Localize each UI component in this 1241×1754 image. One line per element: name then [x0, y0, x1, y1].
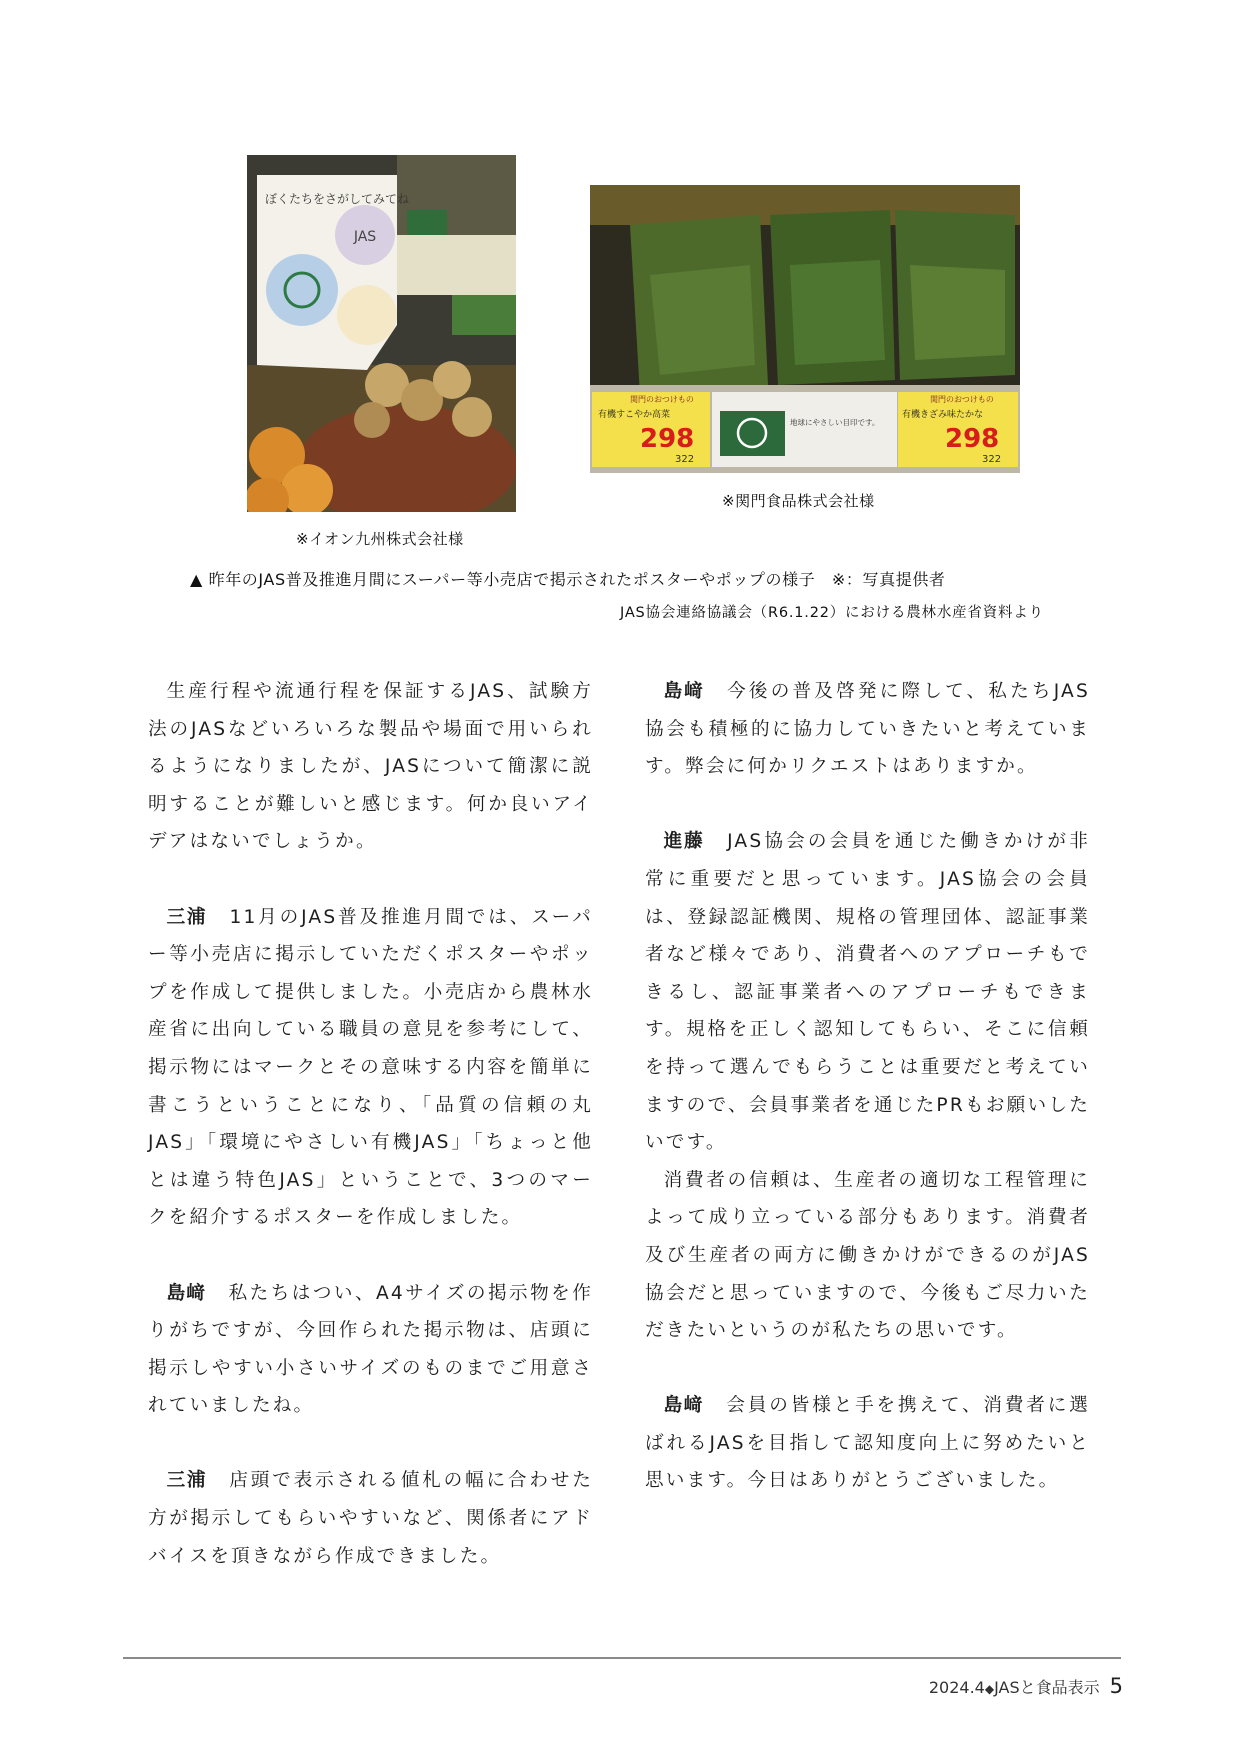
- paragraph: [645, 823, 1090, 1161]
- left-photo-credit: ※イオン九州株式会社様: [296, 530, 464, 548]
- right-column: [645, 673, 1090, 1500]
- paragraph-text: 11月のJAS普及推進月間では、スーパー等小売店に掲示していただくポスターやポップを作成して提供しました。小売店から農林水産省に出向している職員の意見を参考にして、掲示物にはマークとその意味する内容を簡単に書こうということになり、「品質の信頼の丸JAS」「環境にやさしい有機JAS」「ちょっと他とは違う特色JAS」ということで、3つのマークを紹介するポスターを作成しました。: [148, 906, 593, 1229]
- issue-date: 2024.4: [928, 1678, 985, 1697]
- magazine-title: JASと食品表示: [994, 1678, 1100, 1697]
- left-photo: [247, 155, 516, 512]
- product-1: 有機すこやか高菜: [598, 410, 671, 420]
- right-photo: [590, 185, 1020, 473]
- speaker-name: 進藤: [663, 831, 705, 853]
- footer-rule: [123, 1657, 1121, 1659]
- price-right: 298: [945, 424, 1000, 454]
- price-tax-right: 322: [982, 454, 1002, 465]
- figure-source: JAS協会連絡協議会（R6.1.22）における農林水産省資料より: [620, 605, 1044, 621]
- poster-jas-text: JAS: [353, 229, 377, 245]
- speaker-name: 三浦: [166, 906, 208, 928]
- speaker-name: 三浦: [166, 1470, 208, 1492]
- paragraph: 生産行程や流通行程を保証するJAS、試験方法のJASなどいろいろな製品や場面で用いられるようになりましたが、JASについて簡潔に説明することが難しいと感じます。何か良いアイデアはないでしょうか。: [148, 681, 593, 853]
- product-2: 有機きざみ味たかな: [902, 410, 984, 420]
- paragraph: [645, 673, 1090, 786]
- speaker-name: 島﨑: [663, 1395, 705, 1417]
- paragraph: [148, 899, 593, 1237]
- page-footer: [929, 1674, 1123, 1698]
- left-column: [148, 673, 593, 1575]
- diamond-icon: ◆: [984, 1682, 995, 1696]
- price-tax-left: 322: [675, 454, 695, 465]
- store-banner-right: 関門のおつけもの: [930, 395, 994, 404]
- poster-text: ぼくたちをさがしてみてね: [265, 192, 410, 206]
- paragraph-text: JAS協会の会員を通じた働きかけが非常に重要だと思っています。JAS協会の会員は、登録認証機関、規格の管理団体、認証事業者など様々であり、消費者へのアプローチもできるし、認証事業者へのアプローチもできます。規格を正しく認知してもらい、そこに信頼を持って選んでもらうことは重要だと考えていますので、会員事業者を通じたPRもお願いしたいです。: [645, 831, 1090, 1154]
- store-poster-photo: [247, 155, 516, 512]
- paragraph-text: 私たちはつい、A4サイズの掲示物を作りがちですが、今回作られた掲示物は、店頭に掲示しやすい小さいサイズのものまでご用意されていましたね。: [148, 1282, 593, 1417]
- paragraph: [148, 1275, 593, 1425]
- paragraph: 消費者の信頼は、生産者の適切な工程管理によって成り立っている部分もあります。消費者及び生産者の両方に働きかけができるのがJAS協会だと思っていますので、今後もご尽力いただきたいというのが私たちの思いです。: [645, 1169, 1090, 1342]
- paragraph-text: 今後の普及啓発に際して、私たちJAS協会も積極的に協力していきたいと考えています。弊会に何かリクエストはありますか。: [645, 681, 1090, 778]
- speaker-name: 島﨑: [166, 1282, 207, 1304]
- pickle-shelf-photo: [590, 185, 1020, 473]
- paragraph-text: 会員の皆様と手を携えて、消費者に選ばれるJASを目指して認知度向上に努めたいと思います。今日はありがとうございました。: [645, 1395, 1090, 1492]
- paragraph: [148, 1462, 593, 1575]
- figure-caption: ▲ 昨年のJAS普及推進月間にスーパー等小売店で掲示されたポスターやポップの様子 ※：写真提供者: [190, 570, 946, 589]
- store-banner-left: 関門のおつけもの: [630, 395, 694, 404]
- paragraph: [645, 1387, 1090, 1500]
- jas-label: 地球にやさしい目印です。: [790, 418, 880, 427]
- speaker-name: 島﨑: [663, 681, 705, 702]
- price-left: 298: [640, 424, 695, 454]
- paragraph-text: 店頭で表示される値札の幅に合わせた方が掲示してもらいやすいなど、関係者にアドバイスを頂きながら作成できました。: [148, 1470, 593, 1567]
- right-photo-credit: ※関門食品株式会社様: [722, 492, 875, 510]
- page-number: 5: [1109, 1674, 1123, 1698]
